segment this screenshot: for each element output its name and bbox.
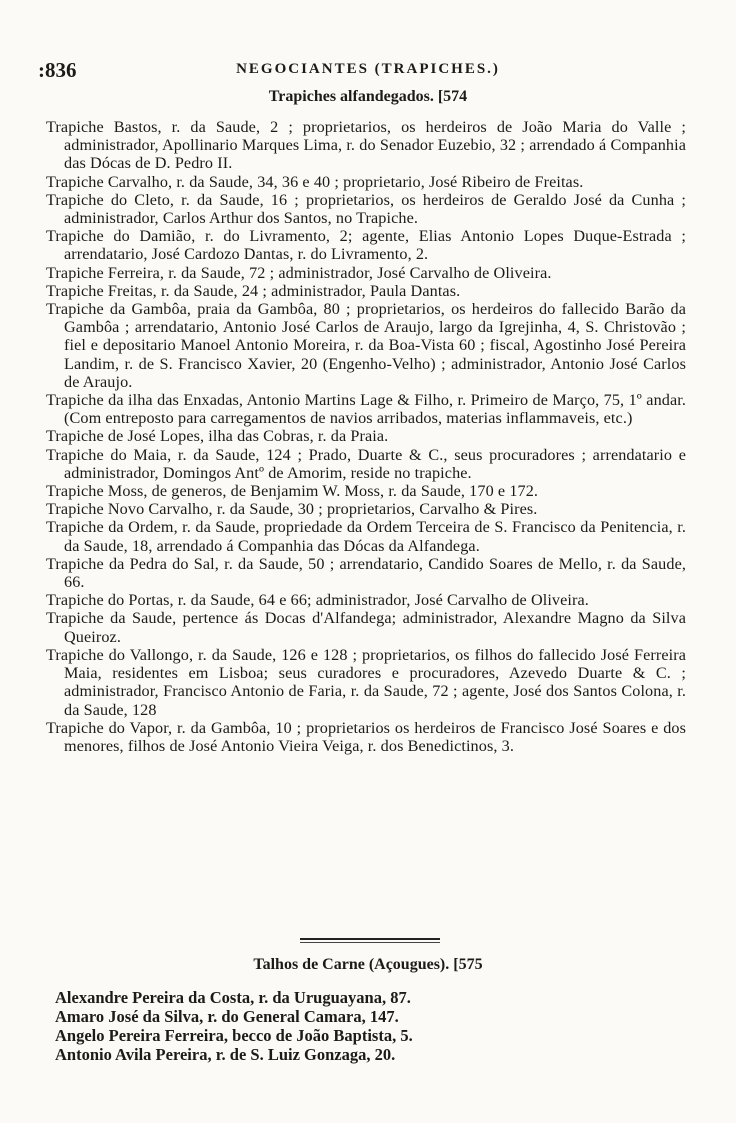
list-item: Trapiche da ilha das Enxadas, Antonio Martins Lage & Filho, r. Primeiro de Março, 75, 1º andar. (Com entreposto para carregamentos de navios arribados, materias inflammaveis, etc.)	[46, 391, 686, 428]
list-item: Trapiche do Portas, r. da Saude, 64 e 66; administrador, José Carvalho de Oliveira.	[46, 591, 589, 610]
list-item: Alexandre Pereira da Costa, r. da Uruguayana, 87.	[55, 988, 411, 1007]
list-item: Trapiche da Gambôa, praia da Gambôa, 80 ; proprietarios, os herdeiros do fallecido Barão da Gambôa ; arrendatario, Antonio José Carlos de Araujo, largo da Igrejinha, 4, S. Christovão ; fiel e depositario Manoel Antonio Moreira, r. da Boa-Vista 60 ; fiscal, Agostinho José Pereira Landim, r. de S. Francisco Xavier, 20 (Engenho-Velho) ; administrador, Antonio José Carlos de Araujo.	[46, 300, 686, 391]
running-title: NEGOCIANTES (TRAPICHES.)	[236, 61, 500, 77]
list-item: Antonio Avila Pereira, r. de S. Luiz Gonzaga, 20.	[55, 1045, 396, 1064]
section-divider-thin	[300, 942, 440, 943]
list-item: Trapiche do Vapor, r. da Gambôa, 10 ; proprietarios os herdeiros de Francisco José Soares e dos menores, filhos de José Antonio Vieira Veiga, r. dos Benedictinos, 3.	[46, 718, 686, 755]
trapiches-list	[46, 118, 686, 755]
list-item: Trapiche da Pedra do Sal, r. da Saude, 50 ; arrendatario, Candido Soares de Mello, r. da Saude, 66.	[46, 554, 686, 592]
list-item: Trapiche da Saude, pertence ás Docas d'Alfandega; administrador, Alexandre Magno da Silva Queiroz.	[46, 609, 686, 646]
section-title-talhos: Talhos de Carne (Açougues). [575	[253, 956, 483, 973]
list-item: Trapiche do Vallongo, r. da Saude, 126 e 128 ; proprietarios, os filhos do fallecido José Ferreira Maia, residentes em Lisboa; seus curadores e procuradores, Azevedo Duarte & C. ; administrador, Francisco Antonio de Faria, r. da Saude, 72 ; agente, José dos Santos Colona, r. da Saude, 128	[46, 645, 686, 719]
talhos-list	[55, 988, 655, 1064]
page-header	[38, 58, 698, 84]
page-number: :836	[38, 58, 77, 82]
list-item: Trapiche do Maia, r. da Saude, 124 ; Prado, Duarte & C., seus procuradores ; arrendatario e administrador, Domingos Antº de Amorim, reside no trapiche.	[46, 445, 686, 482]
list-item: Trapiche Carvalho, r. da Saude, 34, 36 e 40 ; proprietario, José Ribeiro de Freitas.	[46, 172, 584, 191]
list-item: Trapiche Novo Carvalho, r. da Saude, 30 ; proprietarios, Carvalho & Pires.	[46, 500, 538, 519]
list-item: Trapiche Moss, de generos, de Benjamim W. Moss, r. da Saude, 170 e 172.	[46, 482, 539, 501]
list-item: Trapiche de José Lopes, ilha das Cobras, r. da Praia.	[46, 427, 389, 446]
list-item: Angelo Pereira Ferreira, becco de João Baptista, 5.	[55, 1026, 413, 1045]
section-title-trapiches: Trapiches alfandegados. [574	[268, 88, 468, 105]
list-item: Trapiche do Cleto, r. da Saude, 16 ; proprietarios, os herdeiros de Geraldo José da Cunha ; administrador, Carlos Arthur dos Santos, no Trapiche.	[46, 190, 686, 228]
list-item: Trapiche Ferreira, r. da Saude, 72 ; administrador, José Carvalho de Oliveira.	[46, 263, 552, 282]
list-item: Trapiche Freitas, r. da Saude, 24 ; administrador, Paula Dantas.	[46, 281, 461, 300]
section-divider	[300, 938, 440, 940]
list-item: Trapiche da Ordem, r. da Saude, propriedade da Ordem Terceira de S. Francisco da Penitencia, r. da Saude, 18, arrendado á Companhia das Dócas da Alfandega.	[46, 518, 686, 555]
list-item: Trapiche do Damião, r. do Livramento, 2; agente, Elias Antonio Lopes Duque-Estrada ; arrendatario, José Cardozo Dantas, r. do Livramento, 2.	[46, 227, 686, 264]
list-item: Amaro José da Silva, r. do General Camara, 147.	[55, 1007, 399, 1026]
list-item: Trapiche Bastos, r. da Saude, 2 ; proprietarios, os herdeiros de João Maria do Valle ; administrador, Apollinario Marques Lima, r. do Senador Euzebio, 32 ; arrendado á Companhia das Dócas de D. Pedro II.	[46, 118, 686, 173]
